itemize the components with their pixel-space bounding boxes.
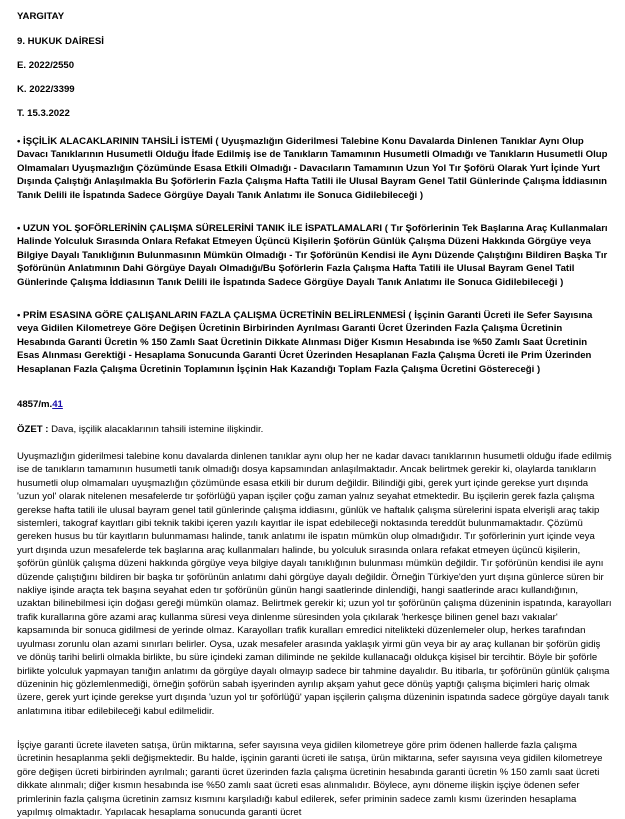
keyword-block: • UZUN YOL ŞOFÖRLERİNİN ÇALIŞMA SÜRELERİNİ TANIK İLE İSPATLAMALARI ( Tır Şoförlerinin Tek Başlarına Araç Kullanmaları Halinde Yolculuk Sırasında Onlara Refakat Etmeyen Üçüncü Kişilerin Şoförün Günlük Çalışma Düzeni Hakkında Görgüye veya Bilgiye Dayalı Tanıklığının Bulunmasının Mümkün Olmadığı - Tır Şoförünün Kendisi ile Aynı Düzende Çalıştığını Bildiren Başka Tır Şoförünün Anlatımının Dahi Görgüye Dayalı Olmadığı/Bu Şoförlerin Fazla Çalışma Hafta Tatili ile Ulusal Bayram Genel Tatil Günlerinde Çalışma İddiasının Tanık Delili ile İspatında Sadece Görgüye Dayalı Tanık Anlatımı ile Sonuca Gidilebileceği ) xyxy=(17,223,608,288)
decision-date: T. 15.3.2022 xyxy=(17,108,70,119)
summary-text: Dava, işçilik alacaklarının tahsili istemine ilişkindir. xyxy=(51,424,264,435)
court-name: YARGITAY xyxy=(17,11,65,22)
law-reference-prefix: 4857/m. xyxy=(17,399,53,410)
law-article-link[interactable]: 41 xyxy=(52,399,63,410)
summary xyxy=(17,424,263,435)
body-paragraph: Uyuşmazlığın giderilmesi talebine konu davalarda dinlenen tanıklar aynı olup her ne kadar davacı tanıklarının husumetli olduğu ifade edilmiş ise de tanıkların tamamının husumetli tanık olmadığı dosya kapsamından anlaşılmaktadır. Ancak belirtmek gerekir ki, olaylarda tanıkların husumetli olup olmamaları uyuşmazlığın çözümünde esasa etkili bir durum değildir. Bilindiği gibi, gerek yurt içinde gerekse yurt dışında 'uzun yol' olarak nitelenen mesafelerde tır şoförlüğü yapan işçiler çoğu zaman yalnız seyahat etmektedir. Bu işçilerin gerek fazla çalışma gerekse hafta tatili ile ulusal bayram genel tatil günlerinde çalışma iddiasını, günlük ve haftalık çalışma sürelerini ispata elverişli araç takip sistemleri, takograf kayıtları gibi teknik takibi içeren yazılı kayıtlar ile ispat edebileceği noktasında tereddüt bulunmamaktadır. Çözümü gereken husus bu tür kayıtların bulunmaması halinde, tanık anlatımı ile ispatın mümkün olup olmadığıdır. Tır şoförlerinin yurt içinde veya yurt dışında uzun mesafelerde tek başlarına araç kullanmaları halinde, bu yolculuk sırasında onlara refakat etmeyen üçüncü kişilerin, şoförün günlük çalışma düzeni hakkında görgüye veya bilgiye dayalı tanıklığının bulunması mümkün değildir. Tır şoförünün kendisi ile aynı düzende çalıştığını bildiren bir başka tır şoförünün anlatımı dahi görgüye dayalı değildir. Örneğin Türkiye'den yurt dışına günlerce süren bir nakliye işinde araçta tek başına seyahat eden tır şoförünün günün hangi saatlerinde dinlendiği, hangi saatlerinde aracı kullandığının, uzaktan bilinebilmesi için doğası gereği mümkün olamaz. Belirtmek gerekir ki; uzun yol tır şoförünün çalışma düzeninin ispatında, karayolları trafik kurallarına göre azami araç kullanma süresi veya dinlenme süresinden yola çıkılarak 'herkesçe bilinen genel bazı vakıalar' kapsamında bir sonuca gidilmesi de yerinde olmaz. Karayolları trafik kuralları emredici nitelikteki düzenlemeler olup, herkes tarafından uyulması zorunlu olan azami sınırları belirler. Oysa, uzak mesafeler arasında yaklaşık yirmi gün veya bir ay araç kullanan bir şoförün gidiş ve dönüş tarihi belirli olmakla birlikte, bu süre içindeki zaman diliminde ne şekilde kullanacağı oldukça kişisel bir tercihtir. Böyle bir şoförle birlikte yolculuk yapmayan tanığın anlatımı da görgüye dayalı olmayıp sadece bir tahmine dayalıdır. Bu itibarla, tır şoförünün günlük çalışma düzeninin hiç gözlemlenmediği, örneğin şoförün sabah işyerinden ayrılıp akşam yahut gece dönüş yaptığı çalışma biçimleri hariç olmak üzere, gerek yurt içinde gerekse yurt dışında 'uzun yol tır şoförlüğü' yapan işçilerin çalışma düzeninin ispatında sadece görgüye dayalı tanık anlatımına itibar edilebileceği kabul edilmelidir. xyxy=(17,451,612,717)
keyword-block: • İŞÇİLİK ALACAKLARININ TAHSİLİ İSTEMİ ( Uyuşmazlığın Giderilmesi Talebine Konu Davalarda Dinlenen Tanıklar Aynı Olup Davacı Tanıklarının Husumetli Olduğu İfade Edilmiş ise de Tanıkların Tamamının Husumetli Olmadığı ve Tanıkların Husumetli Olup Olmamaları Uyuşmazlığın Çözümünde Esasa Etkili Olmadığı - Davacıların Tamamının Uzun Yol Tır Şoförü Olarak Yurt İçinde Yurt Dışında Çalıştığı Anlaşılmakla Bu Şoförlerin Fazla Çalışma Hafta Tatili ile Ulusal Bayram Genel Tatil Günlerinde Çalışma İddiasının Tanık Delili ile İspatında Sadece Görgüye Dayalı Tanık Anlatımı ile Sonuca Gidilebileceği ) xyxy=(17,136,608,201)
law-reference xyxy=(17,399,63,410)
summary-label: ÖZET : xyxy=(17,424,49,435)
file-number: E. 2022/2550 xyxy=(17,60,75,71)
keyword-block: • PRİM ESASINA GÖRE ÇALIŞANLARIN FAZLA ÇALIŞMA ÜCRETİNİN BELİRLENMESİ ( İşçinin Garanti Ücreti ile Sefer Sayısına veya Gidilen Kilometreye Göre Değişen Ücretinin Birbirinden Ayrılması Garanti Ücret Üzerinden Fazla Çalışma Ücretinin Hesabında Garanti Ücretin % 150 Zamlı Saat Ücretinin Dikkate Alınması Diğer Kısmın Hesabında ise %50 Zamlı Saat Ücretinin Esas Alınması Gerektiği - Hesaplama Sonucunda Garanti Ücret Üzerinden Hesaplanan Fazla Çalışma Ücreti ile Prim Üzerinden Hesaplanan Fazla Çalışma Ücretinin Toplamının İşçinin Hak Kazandığı Toplam Fazla Çalışma Ücretini Göstereceği ) xyxy=(17,310,593,375)
body-paragraph: İşçiye garanti ücrete ilaveten satışa, ürün miktarına, sefer sayısına veya gidilen kilometreye göre prim ödenen hallerde fazla çalışma ücretinin hesaplanma şekli değişmektedir. Bu halde, işçinin garanti ücreti ile satışa, ürün miktarına, sefer sayısına veya gidilen kilometreye göre değişen ücreti birbirinden ayrılmalı; garanti ücret üzerinden fazla çalışma ücretinin hesabında garanti ücretin % 150 zamlı saat ücreti dikkate alınmalı; diğer kısmın hesabında ise %50 zamlı saat ücreti esas alınmalıdır. Böylece, aynı döneme ilişkin işçiye ödenen sefer primlerinin fazla çalışma ücretinin zamsız kısmını karşıladığı kabul edilerek, sefer priminin sadece zamlı kısmı üzerinden hesaplama yapılmış olmaktadır. Yapılacak hesaplama sonucunda garanti ücret xyxy=(17,740,603,819)
decision-number: K. 2022/3399 xyxy=(17,84,75,95)
chamber-name: 9. HUKUK DAİRESİ xyxy=(17,36,104,47)
